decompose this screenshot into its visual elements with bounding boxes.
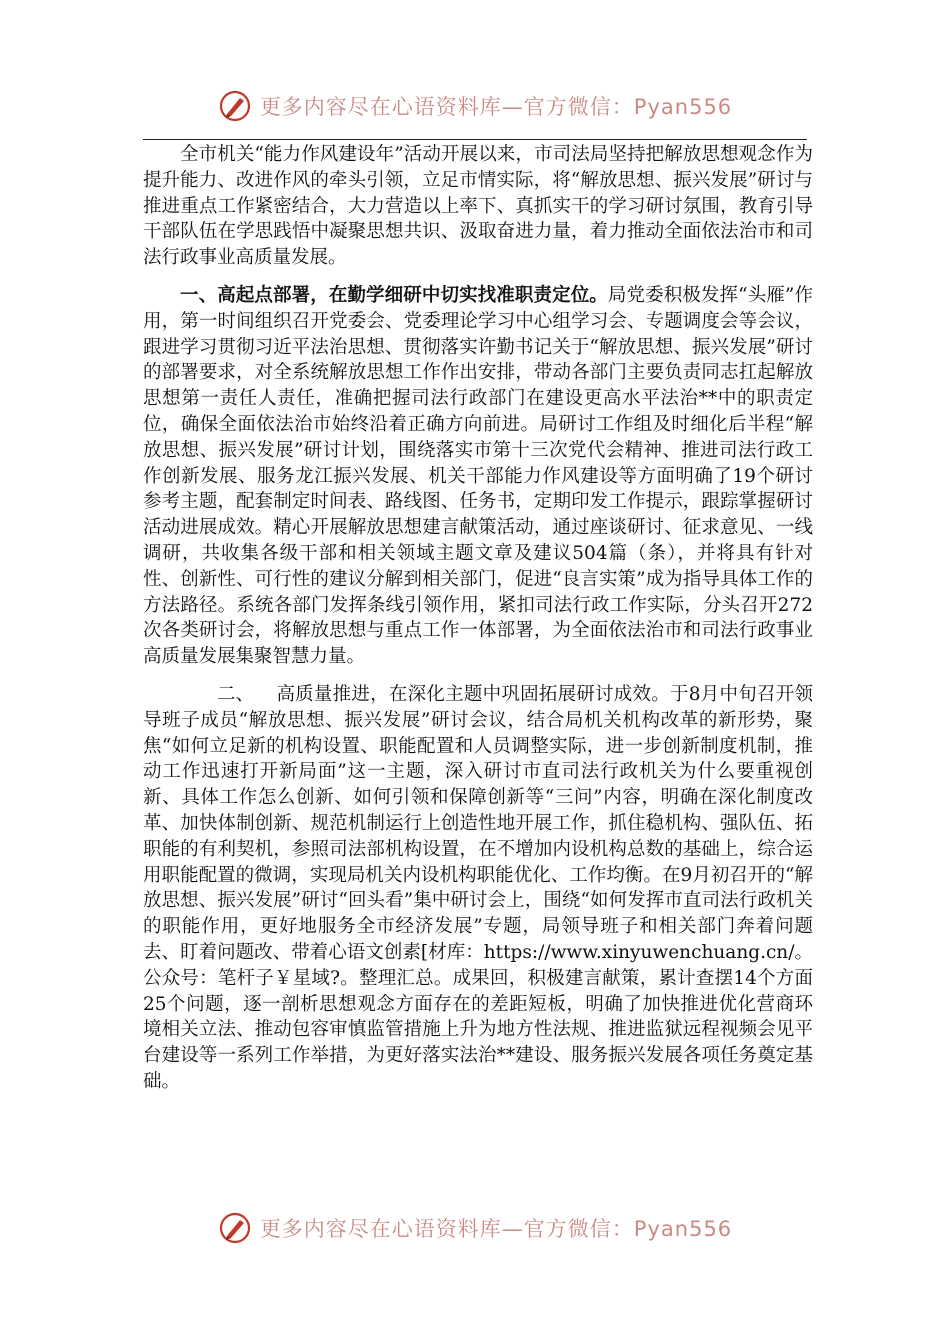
section-1-text: 局党委积极发挥“头雁”作用，第一时间组织召开党委会、党委理论学习中心组学习会、专题调度会等会议，跟进学习贯彻习近平法治思想、贯彻落实许勤书记关于“解放思想、振兴发展”研讨的部署要求，对全系统解放思想工作作出安排，带动各部门主要负责同志扛起解放思想第一责任人责任，准确把握司法行政部门在建设更高水平法治**中的职责定位，确保全面依法治市始终沿着正确方向前进。局研讨工作组及时细化后半程“解放思想、振兴发展”研讨计划，围绕落实市第十三次党代会精神、推进司法行政工作创新发展、服务龙江振兴发展、机关干部能力作风建设等方面明确了19个研讨参考主题，配套制定时间表、路线图、任务书，定期印发工作提示，跟踪掌握研讨活动进展成效。精心开展解放思想建言献策活动，通过座谈研讨、征求意见、一线调研，共收集各级干部和相关领域主题文章及建议504篇（条），并将具有针对性、创新性、可行性的建议分解到相关部门，促进“良言实策”成为指导具体工作的方法路径。系统各部门发挥条线引领作用，紧扣司法行政工作实际，分头召开272次各类研讨会，将解放思想与重点工作一体部署，为全面依法治市和司法行政事业高质量发展集聚智慧力量。 (143, 284, 813, 668)
pen-logo-icon (218, 89, 252, 123)
section-2-number: 二、 (217, 683, 255, 705)
document-body (143, 142, 813, 1107)
section-2-text: 高质量推进，在深化主题中巩固拓展研讨成效。于8月中旬召开领导班子成员“解放思想、振兴发展”研讨会议，结合局机关机构改革的新形势，聚焦“如何立足新的机构设置、职能配置和人员调整实际，进一步创新制度机制，推动工作迅速打开新局面”这一主题，深入研讨市直司法行政机关为什么要重视创新、具体工作怎么创新、如何引领和保障创新等“三问”内容，明确在深化制度改革、加快体制创新、规范机制运行上创造性地开展工作，抓住稳机构、强队伍、拓职能的有利契机，参照司法部机构设置，在不增加内设机构总数的基础上，综合运用职能配置的微调，实现局机关内设机构职能优化、工作均衡。在9月初召开的“解放思想、振兴发展”研讨“回头看”集中研讨会上，围绕“如何发挥市直司法行政机关的职能作用，更好地服务全市经济发展”专题，局领导班子和相关部门奔着问题去、盯着问题改、带着心语文创素[材库：https://www.xinyuwenchuang.cn/。公众号：笔杆子￥星域?。整理汇总。成果回，积极建言献策，累计查摆14个方面25个问题，逐一剖析思想观念方面存在的差距短板，明确了加快推进优化营商环境相关立法、推动包容审慎监管措施上升为地方性法规、推进监狱远程视频会见平台建设等一系列工作举措，为更好落实法治**建设、服务振兴发展各项任务奠定基础。 (143, 683, 813, 1092)
header-divider (143, 139, 807, 140)
section-1-paragraph (143, 283, 813, 670)
section-1-heading: 一、高起点部署，在勤学细研中切实找准职责定位。 (180, 284, 608, 306)
header-banner (0, 84, 950, 128)
section-2-paragraph (143, 682, 813, 1095)
header-banner-text: 更多内容尽在心语资料库—官方微信：Pyan556 (259, 95, 733, 119)
footer-banner-text: 更多内容尽在心语资料库—官方微信：Pyan556 (259, 1217, 733, 1241)
footer-banner (0, 1206, 950, 1250)
pen-logo-icon (218, 1211, 252, 1245)
intro-paragraph: 全市机关“能力作风建设年”活动开展以来，市司法局坚持把解放思想观念作为提升能力、改进作风的牵头引领，立足市情实际，将“解放思想、振兴发展”研讨与推进重点工作紧密结合，大力营造以上率下、真抓实干的学习研讨氛围，教育引导干部队伍在学思践悟中凝聚思想共识、汲取奋进力量，着力推动全面依法治市和司法行政事业高质量发展。 (143, 144, 813, 269)
